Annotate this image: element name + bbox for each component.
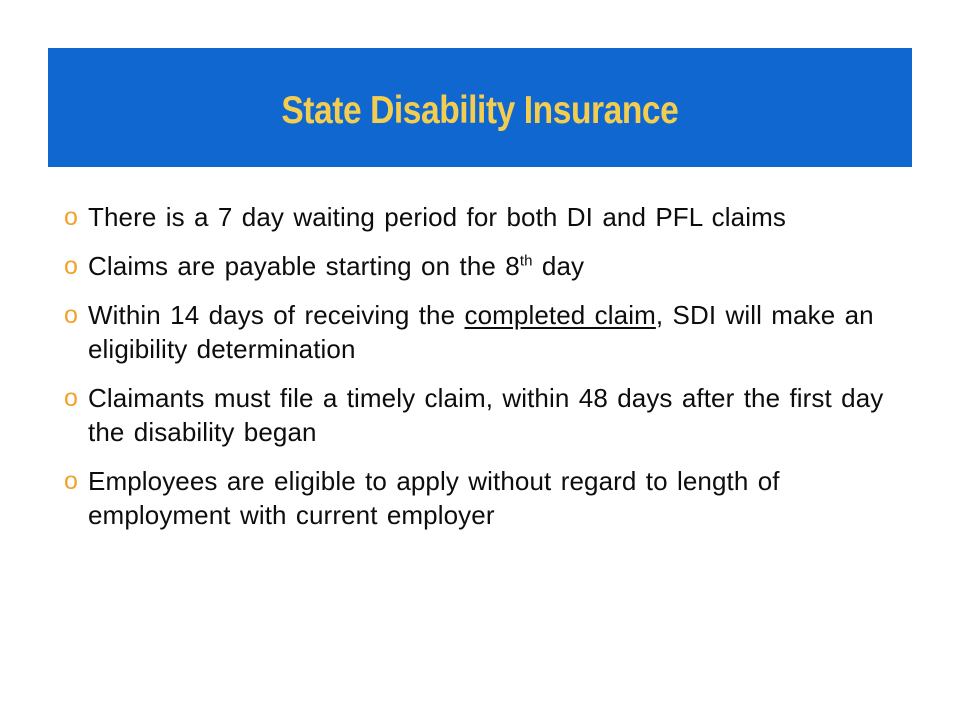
bullet-text-end: day xyxy=(532,251,585,281)
bullet-text: Employees are eligible to apply without regard to length of employment with current employer xyxy=(88,466,780,530)
bullet-marker-icon: o xyxy=(64,467,79,495)
bullet-item xyxy=(64,298,914,366)
ordinal-superscript: th xyxy=(519,252,533,270)
bullet-text: Claims are payable starting on the 8 xyxy=(88,251,520,281)
bullet-marker-icon: o xyxy=(64,384,79,412)
bullet-item xyxy=(64,249,914,283)
bullet-list xyxy=(64,200,914,547)
bullet-marker-icon: o xyxy=(64,252,79,280)
bullet-item xyxy=(64,464,914,532)
bullet-text: Claimants must file a timely claim, within 48 days after the first day the disability began xyxy=(88,383,884,447)
bullet-text: Within 14 days of receiving the xyxy=(88,300,465,330)
underlined-phrase: completed claim xyxy=(464,300,656,330)
bullet-marker-icon: o xyxy=(64,301,79,329)
bullet-marker-icon: o xyxy=(64,203,79,231)
bullet-item xyxy=(64,200,914,234)
bullet-text: There is a 7 day waiting period for both DI and PFL claims xyxy=(88,202,786,232)
bullet-item xyxy=(64,381,914,449)
bullet-text-end: , SDI will make an eligibility determination xyxy=(88,300,874,364)
slide-title: State Disability Insurance xyxy=(281,88,679,132)
title-bar xyxy=(48,48,912,167)
